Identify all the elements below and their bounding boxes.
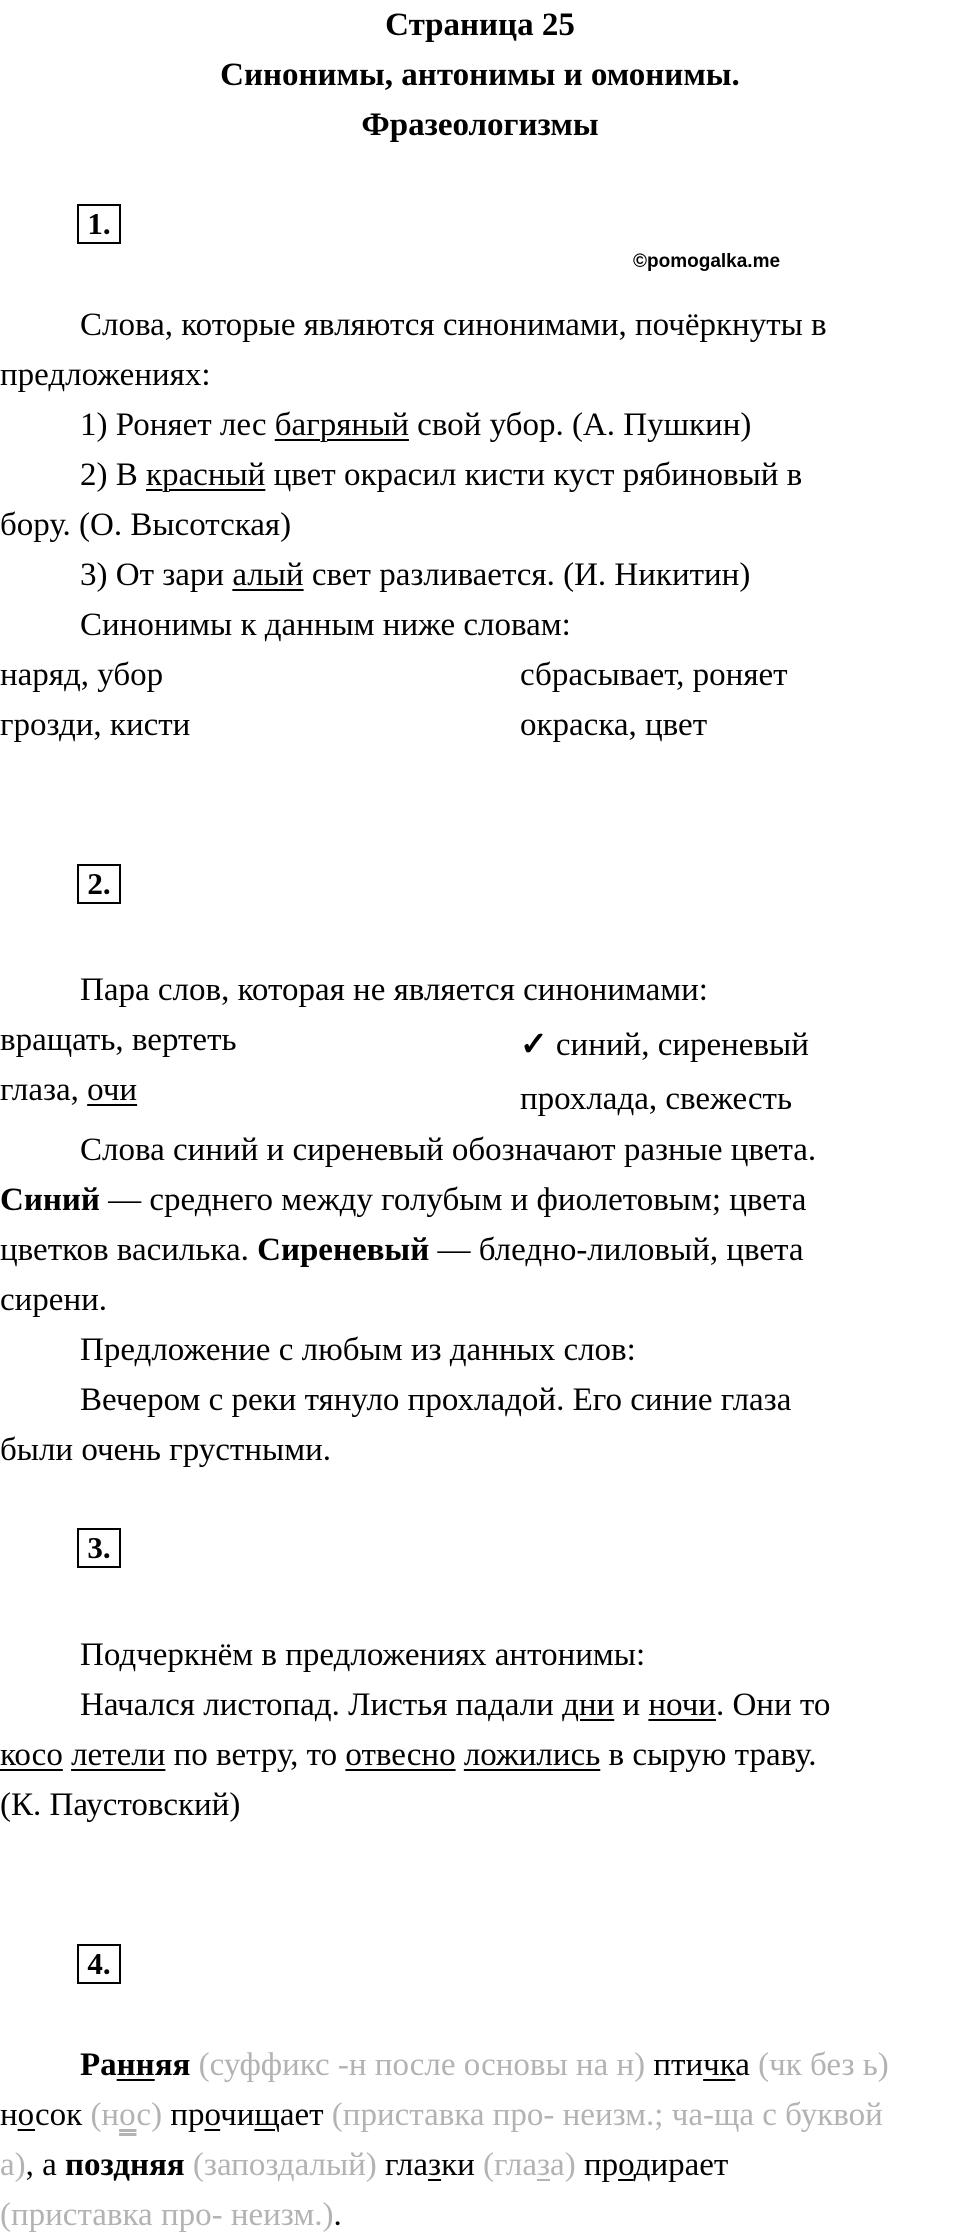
text: цвет окрасил кисти куст рябиновый в [265, 457, 803, 493]
text: гла [385, 2147, 429, 2183]
word [65, 2147, 185, 2183]
word [170, 2097, 323, 2133]
option-text: синий, сиреневый [547, 1027, 809, 1063]
text: — бледно-лиловый, цвета [429, 1232, 804, 1268]
text: по ветру, то [165, 1737, 346, 1773]
text: чи [220, 2097, 255, 2133]
text: , а [25, 2147, 66, 2183]
task-2-sentence: Вечером с реки тянуло прохладой. Его синие глаза [80, 1382, 792, 1418]
orthogram: о [618, 2147, 634, 2183]
synonym-word: багряный [274, 407, 409, 443]
text: свой убор. (А. Пушкин) [408, 407, 752, 443]
task-2-sentence-cont: были очень грустными. [0, 1432, 331, 1468]
antonym-word: косо [0, 1737, 63, 1773]
note: (суффикс -н после основы на н) [190, 2047, 654, 2083]
antonym-word: ночи [648, 1687, 716, 1723]
task-3-author: (К. Паустовский) [0, 1787, 241, 1823]
orthogram: о [119, 2097, 137, 2133]
orthogram: д [277, 2147, 295, 2183]
task-2-explanation-cont [0, 1225, 803, 1275]
term: Синий [0, 1182, 100, 1218]
section-title: Синонимы, антонимы и омонимы. [220, 57, 740, 93]
task-3-number: 3. [77, 1528, 121, 1568]
underlined-word: очи [87, 1072, 138, 1108]
option: прохлада, свежесть [520, 1081, 793, 1117]
task-4-line-2 [0, 2090, 883, 2140]
task-2-explanation-cont [0, 1175, 806, 1225]
task-2-intro: Пара слов, которая не является синонимами: [80, 972, 708, 1008]
text: ки [441, 2147, 475, 2183]
option [0, 1065, 137, 1115]
text: с) [136, 2097, 171, 2133]
note: (приставка про- неизм.; ча-ща с буквой [323, 2097, 883, 2133]
task-1-sentence-1 [80, 400, 751, 450]
antonym-word: ложились [463, 1737, 601, 1773]
section-subtitle: Фразеологизмы [361, 107, 599, 143]
text: (н [82, 2097, 120, 2133]
orthogram: щ [254, 2097, 280, 2133]
text: пти [653, 2047, 704, 2083]
text: (запоз [184, 2147, 278, 2183]
task-4-number: 4. [77, 1944, 121, 1984]
text: (гла [474, 2147, 537, 2183]
orthogram: чк [703, 2047, 736, 2083]
text: поз [65, 2147, 114, 2183]
checkmark-icon: ✓ [520, 1027, 548, 1063]
text: а [735, 2047, 750, 2083]
task-3-text-cont [0, 1730, 817, 1780]
text: Начался листопад. Листья падали [80, 1687, 563, 1723]
task-1-intro: Слова, которые являются синонимами, почёркнуты в [80, 307, 827, 343]
orthogram: о [204, 2097, 221, 2133]
note: (приставка про- неизм.) [0, 2197, 334, 2233]
task-1-intro-cont: предложениях: [0, 357, 211, 393]
word [80, 2047, 190, 2083]
orthogram: з [428, 2147, 442, 2183]
orthogram: з [537, 2147, 551, 2183]
watermark: ©pomogalka.me [633, 251, 781, 272]
task-4-line-3 [0, 2140, 728, 2190]
task-2-sentence-intro: Предложение с любым из данных слов: [80, 1332, 636, 1368]
text: няя [129, 2147, 185, 2183]
note: (чк без ь) [749, 2047, 889, 2083]
word [0, 2097, 82, 2133]
text: глаза, [0, 1072, 88, 1108]
word [584, 2147, 728, 2183]
note [475, 2147, 584, 2183]
task-4-line-4 [0, 2190, 342, 2240]
text: в сырую траву. [600, 1737, 817, 1773]
text: свет разливается. (И. Никитин) [303, 557, 751, 593]
task-1-sentence-2 [80, 450, 802, 500]
orthogram: нн [116, 2047, 155, 2083]
text: пр [583, 2147, 619, 2183]
text: . [333, 2197, 342, 2233]
text: 1) Роняет лес [80, 407, 275, 443]
note [82, 2097, 170, 2133]
text: ает [279, 2097, 324, 2133]
text: яя [154, 2047, 191, 2083]
task-1-number: 1. [77, 204, 121, 244]
note: а) [0, 2147, 26, 2183]
synonym-word: красный [146, 457, 266, 493]
word [385, 2147, 475, 2183]
task-3-intro: Подчеркнём в предложениях антонимы: [80, 1637, 646, 1673]
text: . Они то [715, 1687, 831, 1723]
synonym-pair: сбрасывает, роняет [520, 657, 788, 693]
word [653, 2047, 750, 2083]
synonym-pair: грозди, кисти [0, 707, 191, 743]
orthogram: о [17, 2097, 35, 2133]
synonym-word: алый [232, 557, 304, 593]
note [185, 2147, 385, 2183]
page-title: Страница 25 [385, 7, 575, 43]
text: 2) В [80, 457, 146, 493]
task-3-text [80, 1680, 830, 1730]
text: 3) От зари [80, 557, 233, 593]
text: — среднего между голубым и фиолетовым; цвета [99, 1182, 807, 1218]
task-1-synonyms-intro: Синонимы к данным ниже словам: [80, 607, 571, 643]
task-1-sentence-2-cont: бору. (О. Высотская) [0, 507, 292, 543]
text: дирает [633, 2147, 729, 2183]
option: вращать, вертеть [0, 1022, 237, 1058]
task-2-explanation-cont: сирени. [0, 1282, 108, 1318]
task-4-line-1 [80, 2040, 889, 2090]
antonym-word: дни [562, 1687, 615, 1723]
text: сок [35, 2097, 83, 2133]
text: пр [170, 2097, 205, 2133]
term: Сиреневый [257, 1232, 430, 1268]
synonym-pair: наряд, убор [0, 657, 164, 693]
text: алый) [294, 2147, 386, 2183]
synonym-pair: окраска, цвет [520, 707, 708, 743]
text: цветков василька. [0, 1232, 258, 1268]
task-2-explanation: Слова синий и сиреневый обозначают разные цвета. [80, 1132, 817, 1168]
task-2-number: 2. [77, 864, 121, 904]
text: и [614, 1687, 649, 1723]
orthogram: д [113, 2147, 130, 2183]
antonym-word: отвесно [345, 1737, 456, 1773]
text: н [0, 2097, 18, 2133]
task-1-sentence-3 [80, 550, 750, 600]
antonym-word: летели [71, 1737, 166, 1773]
option-checked [520, 1020, 809, 1070]
text: а) [550, 2147, 584, 2183]
text: Ра [80, 2047, 117, 2083]
